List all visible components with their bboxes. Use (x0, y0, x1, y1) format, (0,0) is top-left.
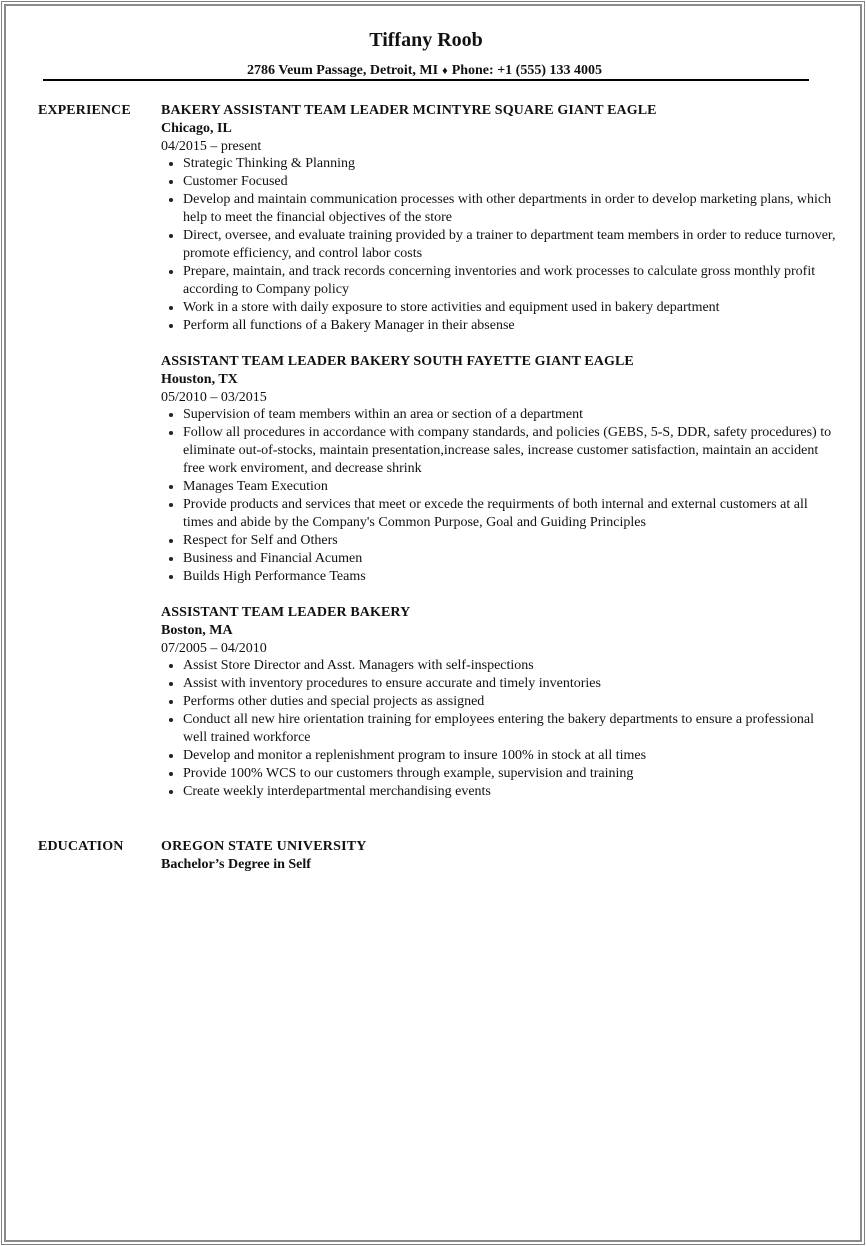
bullet-item: Direct, oversee, and evaluate training provided by a trainer to department team members in order to reduce turnover, promote efficiency, and control labor costs (161, 227, 841, 263)
header-divider (43, 79, 809, 81)
bullet-item: Business and Financial Acumen (161, 550, 841, 568)
job-location: Houston, TX (161, 372, 238, 387)
bullet-item: Customer Focused (161, 173, 841, 191)
bullet-item: Conduct all new hire orientation training for employees entering the bakery departments to ensure a professional well trained workforce (161, 711, 841, 747)
bullet-item: Performs other duties and special projects as assigned (161, 693, 841, 711)
bullet-item: Develop and monitor a replenishment program to insure 100% in stock at all times (161, 747, 841, 765)
bullet-item: Develop and maintain communication processes with other departments in order to develop marketing plans, which help to meet the financial objectives of the store (161, 191, 841, 227)
job-bullets (161, 155, 841, 335)
school-name: OREGON STATE UNIVERSITY (161, 839, 367, 854)
job-bullets (161, 406, 841, 586)
bullet-item: Respect for Self and Others (161, 532, 841, 550)
bullet-item: Assist with inventory procedures to ensure accurate and timely inventories (161, 675, 841, 693)
job-location: Chicago, IL (161, 121, 232, 136)
job-entry (161, 604, 841, 801)
bullet-item: Strategic Thinking & Planning (161, 155, 841, 173)
experience-list (161, 102, 841, 819)
job-entry (161, 353, 841, 586)
bullet-item: Perform all functions of a Bakery Manager in their absense (161, 317, 841, 335)
resume-header (0, 27, 866, 80)
degree: Bachelor’s Degree in Self (161, 857, 311, 872)
bullet-item: Follow all procedures in accordance with company standards, and policies (GEBS, 5-S, DDR, safety procedures) to eliminate out-of-stocks, maintain presentation,increase sales, increase customer satisfaction, maintain an accident free work enviroment, and decrease shrink (161, 424, 841, 478)
candidate-name: Tiffany Roob (369, 29, 483, 51)
bullet-item: Manages Team Execution (161, 478, 841, 496)
job-dates: 07/2005 – 04/2010 (161, 641, 267, 656)
address: 2786 Veum Passage, Detroit, MI (247, 63, 439, 78)
contact-line (0, 62, 866, 80)
bullet-item: Prepare, maintain, and track records concerning inventories and work processes to calculate gross monthly profit according to Company policy (161, 263, 841, 299)
job-dates: 05/2010 – 03/2015 (161, 390, 267, 405)
bullet-item: Builds High Performance Teams (161, 568, 841, 586)
education-entry (161, 838, 841, 874)
job-title: BAKERY ASSISTANT TEAM LEADER MCINTYRE SQUARE GIANT EAGLE (161, 103, 657, 118)
bullet-item: Create weekly interdepartmental merchandising events (161, 783, 841, 801)
job-dates: 04/2015 – present (161, 139, 262, 154)
bullet-item: Provide products and services that meet or excede the requirments of both internal and external customers at all times and abide by the Company's Common Purpose, Goal and Guiding Principles (161, 496, 841, 532)
diamond-separator-icon: ♦ (442, 65, 448, 77)
bullet-item: Provide 100% WCS to our customers through example, supervision and training (161, 765, 841, 783)
phone: Phone: +1 (555) 133 4005 (451, 63, 602, 78)
job-title: ASSISTANT TEAM LEADER BAKERY SOUTH FAYETTE GIANT EAGLE (161, 354, 634, 369)
job-title: ASSISTANT TEAM LEADER BAKERY (161, 605, 411, 620)
job-bullets (161, 657, 841, 801)
bullet-item: Supervision of team members within an area or section of a department (161, 406, 841, 424)
section-label-education: EDUCATION (38, 839, 124, 854)
bullet-item: Work in a store with daily exposure to store activities and equipment used in bakery department (161, 299, 841, 317)
job-location: Boston, MA (161, 623, 233, 638)
section-label-experience: EXPERIENCE (38, 103, 131, 118)
job-entry (161, 102, 841, 335)
bullet-item: Assist Store Director and Asst. Managers with self-inspections (161, 657, 841, 675)
